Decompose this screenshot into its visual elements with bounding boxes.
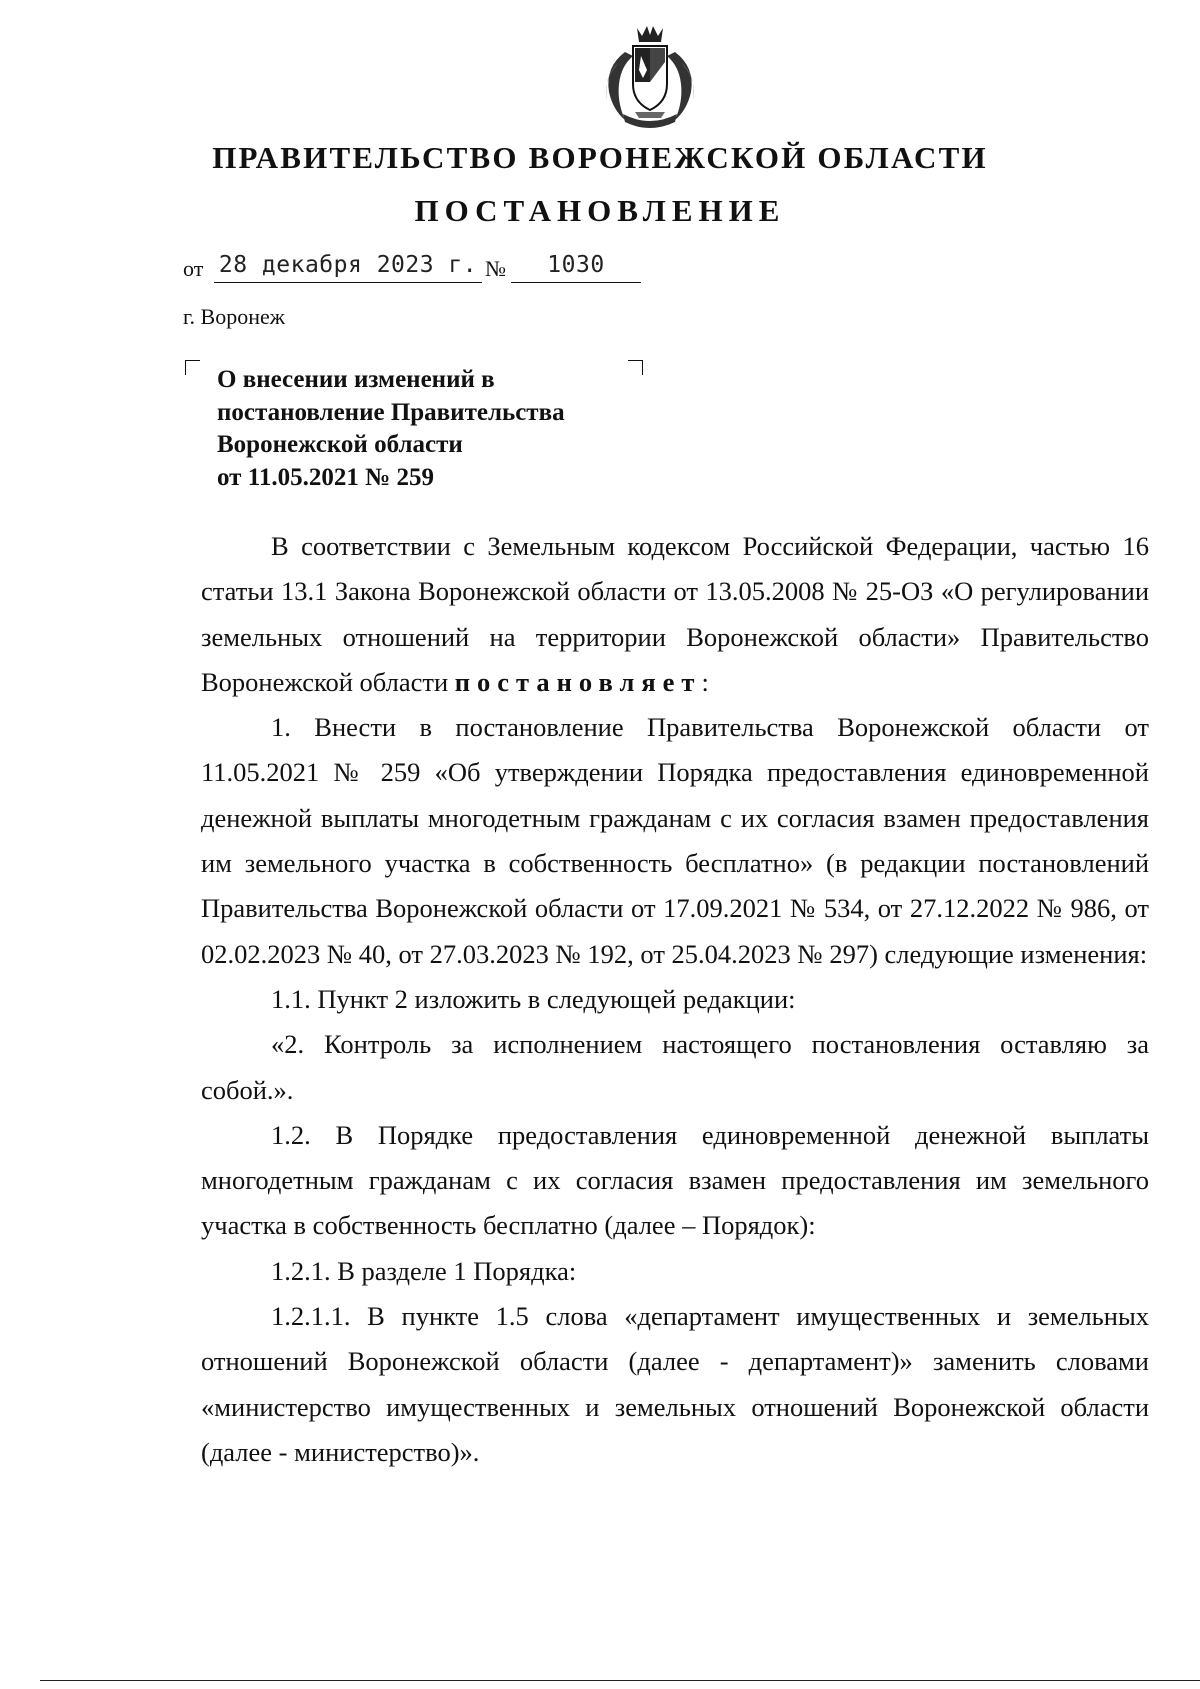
subject-bracket-left bbox=[185, 360, 200, 375]
document-type-title: ПОСТАНОВЛЕНИЕ bbox=[414, 193, 786, 228]
paragraph-1-2-1-1: 1.2.1.1. В пункте 1.5 слова «департамент имущественных и земельных отношений Воронежской области (далее - департамент)» заменить словами «министерство имущественных и земельных отношений Воронежской области (далее - министерство)». bbox=[201, 1301, 1149, 1467]
number-prefix: № bbox=[485, 256, 506, 281]
subject-line: Воронежской области bbox=[217, 431, 463, 458]
paragraph-1: 1. Внести в постановление Правительства Воронежской области от 11.05.2021 № 259 «Об утверждении Порядка предоставления единовременной денежной выплаты многодетным гражданам с их согласия взамен предоставления им земельного участка в собственность бесплатно» (в редакции постановлений Правительства Воронежской области от 17.09.2021 № 534, от 27.12.2022 № 986, от 02.02.2023 № 40, от 27.03.2023 № 192, от 25.04.2023 № 297) следующие изменения: bbox=[201, 712, 1149, 969]
date-number-row bbox=[183, 252, 683, 286]
document-subject bbox=[217, 364, 657, 494]
government-title: ПРАВИТЕЛЬСТВО ВОРОНЕЖСКОЙ ОБЛАСТИ bbox=[212, 140, 988, 175]
paragraph-1-2-1: 1.2.1. В разделе 1 Порядка: bbox=[271, 1255, 577, 1286]
document-date: 28 декабря 2023 г. bbox=[214, 252, 482, 283]
subject-line: постановление Правительства bbox=[217, 398, 565, 426]
paragraph-1-2: 1.2. В Порядке предоставления единовременной денежной выплаты многодетным гражданам с их согласия взамен предоставления им земельного участка в собственность бесплатно (далее – Порядок): bbox=[201, 1119, 1149, 1241]
coat-of-arms-emblem bbox=[595, 22, 705, 132]
preamble-text: В соответствии с Земельным кодексом Российской Федерации, частью 16 статьи 13.1 Закона Воронежской области от 13.05.2008 № 25-ОЗ «О регулировании земельных отношений на территории Воронежской области» Правительство Воронежской области bbox=[201, 531, 1149, 697]
preamble-verb: постановляет bbox=[454, 666, 702, 697]
city-name: г. Воронеж bbox=[183, 304, 285, 329]
document-body bbox=[201, 524, 1149, 1475]
subject-line: от 11.05.2021 № 259 bbox=[217, 463, 434, 491]
page-bottom-rule bbox=[40, 1680, 1200, 1681]
paragraph-1-1: 1.1. Пункт 2 изложить в следующей редакции: bbox=[271, 983, 796, 1014]
subject-line: О внесении изменений в bbox=[217, 366, 495, 393]
preamble-paragraph bbox=[201, 524, 1149, 705]
paragraph-1-1-quote: «2. Контроль за исполнением настоящего постановления оставляю за собой.». bbox=[201, 1029, 1149, 1105]
date-prefix: от bbox=[183, 256, 204, 281]
document-number: 1030 bbox=[511, 252, 641, 283]
preamble-end: : bbox=[701, 666, 709, 697]
